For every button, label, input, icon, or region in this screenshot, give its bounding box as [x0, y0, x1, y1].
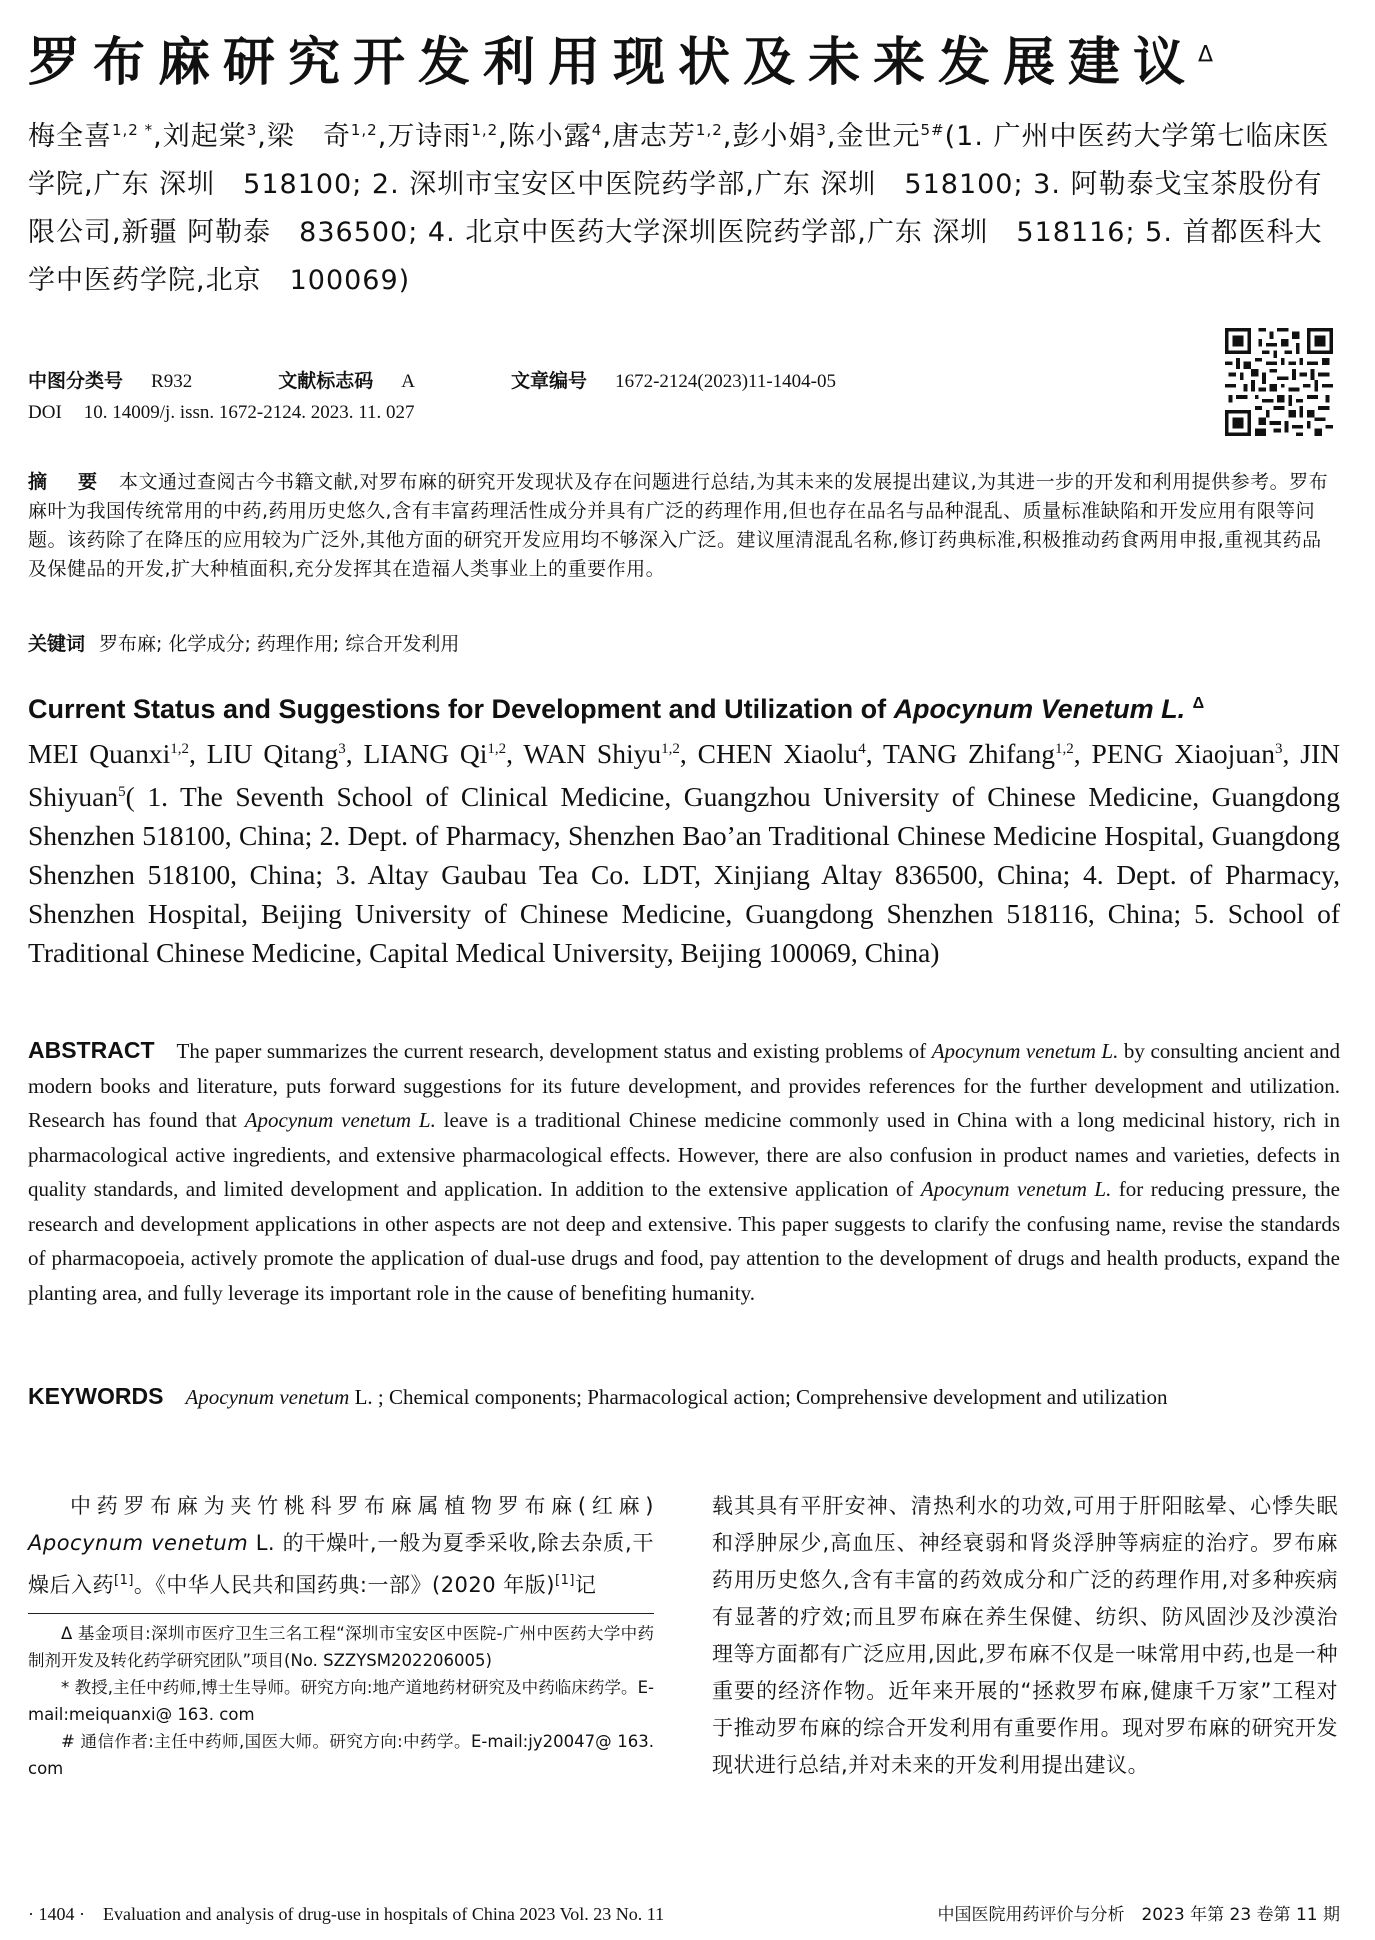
english-author: LIU Qitang$^3$: [206, 738, 346, 770]
english-author: JIN Shiyuan$^5$: [28, 738, 1340, 813]
classification-line: [28, 366, 836, 393]
english-author-affiliation-mark: 4: [858, 741, 866, 757]
chinese-author: 梁 奇$^{1,2}$: [266, 121, 378, 152]
english-title: [28, 694, 1204, 725]
funding-mark: Δ: [1198, 42, 1214, 68]
chinese-abstract-text: 本文通过查阅古今书籍文献,对罗布麻的研究开发现状及存在问题进行总结,为其未来的发展提出建议,为其进一步的开发和利用提供参考。罗布麻叶为我国传统常用的中药,药用历史悠久,含有丰富药理活性成分并具有广泛的药理作用,但也存在品名与品种混乱、质量标准缺陷和开发应用有限等问题。该药除了在降压的应用较为广泛外,其他方面的研究开发应用均不够深入广泛。建议厘清混乱名称,修订药典标准,积极推动药食两用申报,重视其药品及保健品的开发,扩大种植面积,充分发挥其在造福人类事业上的重要作用。: [28, 471, 1329, 580]
chinese-keywords-text: 罗布麻; 化学成分; 药理作用; 综合开发利用: [99, 633, 460, 655]
body-text-left-column: [28, 1488, 654, 1604]
body-segment: 记: [574, 1573, 597, 1597]
chinese-author-affiliation-mark: 1,2: [471, 121, 499, 139]
chinese-author-affiliation-mark: 1,2: [350, 121, 378, 139]
chinese-affiliations: (1. 广州中医药大学第七临床医学院,广东 深圳 518100; 2. 深圳市宝安区中医院药学部,广东 深圳 518100; 3. 阿勒泰戈宝茶股份有限公司,新疆 阿勒泰 836500; 4. 北京中医药大学深圳医院药学部,广东 深圳 518116; 5. 首都医科大学中医药学院,北京 100069): [28, 121, 1330, 296]
citation-mark: [1]: [114, 1573, 134, 1588]
clc-label: 中图分类号: [28, 370, 124, 392]
english-abstract-text: [28, 1039, 1340, 1305]
footnote-corresponding-author: # 通信作者:主任中药师,国医大师。研究方向:中药学。E-mail:jy20047@ 163. com: [28, 1732, 654, 1778]
abstract-segment: leave is a traditional Chinese medicine commonly used in China with a long medicinal history, rich in pharmacological active ingredients, and extensive pharmacological effects. However, there are also confusion in product names and varieties, defects in quality standards, and limited development and application. In addition to the extensive application of: [28, 1108, 1340, 1201]
chinese-author: 梅全喜$^{1,2 *}$: [28, 121, 154, 152]
english-abstract: [28, 1033, 1340, 1310]
footnote-first-author: * 教授,主任中药师,博士生导师。研究方向:地产道地药材研究及中药临床药学。E-mail:meiquanxi@ 163. com: [28, 1678, 654, 1724]
footnotes: [28, 1620, 654, 1782]
chinese-author: 万诗雨$^{1,2}$: [387, 121, 499, 152]
english-author: WAN Shiyu$^{1,2}$: [523, 738, 680, 770]
doi-line: [28, 402, 415, 424]
chinese-title: [28, 20, 1213, 95]
english-author-affiliation-mark: 1,2: [1055, 741, 1074, 757]
chinese-author-list: 梅全喜$^{1,2 *}$,刘起棠$^3$,梁 奇$^{1,2}$,万诗雨$^{1,2}$,陈小露$^4$,唐志芳$^{1,2}$,彭小娟$^3$,金世元$^{5\#}$: [28, 121, 945, 152]
chinese-author-affiliation-mark: 5#: [920, 121, 945, 139]
keywords-segment: L. ; Chemical components; Pharmacological action; Comprehensive development and utilization: [349, 1385, 1168, 1409]
english-author: LIANG Qi$^{1,2}$: [363, 738, 507, 770]
chinese-author-affiliation-mark: 1,2: [695, 121, 723, 139]
chinese-author-affiliation-mark: 3: [816, 121, 827, 139]
chinese-author-affiliation-mark: 4: [591, 121, 603, 139]
chinese-keywords: [28, 630, 1338, 659]
footnote-divider: [28, 1613, 654, 1614]
chinese-author-affiliation-mark: 3: [246, 121, 258, 139]
english-authors: [28, 730, 1340, 972]
chinese-keywords-label: 关键词: [28, 633, 86, 655]
english-author: PENG Xiaojuan$^3$: [1091, 738, 1283, 770]
species-name: Apocynum venetum L.: [931, 1039, 1119, 1063]
english-author: CHEN Xiaolu$^4$: [697, 738, 866, 770]
english-funding-mark: Δ: [1192, 695, 1205, 712]
english-author-affiliation-mark: 3: [1275, 741, 1283, 757]
chinese-abstract: [28, 468, 1338, 584]
qr-code-icon: [1225, 328, 1333, 436]
chinese-author: 陈小露$^4$: [507, 121, 603, 152]
body-segment: 中药罗布麻为夹竹桃科罗布麻属植物罗布麻(红麻): [70, 1494, 654, 1518]
footnote-funding: Δ 基金项目:深圳市医疗卫生三名工程“深圳市宝安区中医院-广州中医药大学中药制剂开发及转化药学研究团队”项目(No. SZZYSM202206005): [28, 1624, 654, 1670]
english-keywords: [28, 1379, 1340, 1415]
english-keywords-text: [185, 1385, 1167, 1409]
chinese-abstract-label: 摘 要: [28, 471, 104, 493]
english-abstract-label: ABSTRACT: [28, 1037, 155, 1063]
doi-label: DOI: [28, 402, 62, 423]
english-author: TANG Zhifang$^{1,2}$: [882, 738, 1074, 770]
species-name: Apocynum venetum L.: [920, 1177, 1112, 1201]
body-segment: L. 的干燥叶,一般为夏季采收,除去杂质,干燥后入药: [28, 1531, 654, 1597]
body-text-right-column: [712, 1488, 1338, 1784]
english-author: MEI Quanxi$^{1,2}$: [28, 738, 189, 770]
english-affiliations: ( 1. The Seventh School of Clinical Medicine, Guangzhou University of Chinese Medicine, Guangdong Shenzhen 518100, China; 2. Dept. of Pharmacy, Shenzhen Bao’an Traditional Chinese Medicine Hospital, Guangdong Shenzhen 518100, China; 3. Altay Gaubau Tea Co. LDT, Xinjiang Altay 836500, China; 4. Dept. of Pharmacy, Shenzhen Hospital, Beijing University of Chinese Medicine, Guangdong Shenzhen 518116, China; 5. School of Traditional Chinese Medicine, Capital Medical University, Beijing 100069, China): [28, 781, 1340, 969]
doccode-label: 文献标志码: [278, 370, 374, 392]
chinese-title-text: 罗布麻研究开发利用现状及未来发展建议: [28, 33, 1199, 93]
clc-value: R932: [151, 371, 193, 392]
chinese-author-affiliation-mark: 1,2 *: [112, 121, 154, 139]
chinese-author: 金世元$^{5\#}$: [836, 121, 945, 152]
english-title-text: Current Status and Suggestions for Development and Utilization of: [28, 694, 894, 724]
english-author-list: MEI Quanxi$^{1,2}$, LIU Qitang$^3$, LIANG Qi$^{1,2}$, WAN Shiyu$^{1,2}$, CHEN Xiaolu$^4$, TANG Zhifang$^{1,2}$, PENG Xiaojuan$^3$, JIN Shiyuan$^5$: [28, 738, 1340, 813]
doccode-value: A: [401, 371, 415, 392]
english-title-species: Apocynum Venetum L.: [893, 694, 1186, 724]
chinese-author: 唐志芳$^{1,2}$: [611, 121, 723, 152]
abstract-segment: for reducing pressure, the research and development applications in other aspects are not deep and extensive. This paper suggests to clarify the confusing name, revise the standards of pharmacopoeia, actively promote the application of dual-use drugs and food, pay attention to the development of drugs and health products, expand the planting area, and fully leverage its important role in the cause of benefiting humanity.: [28, 1177, 1340, 1305]
english-author-affiliation-mark: 1,2: [661, 741, 680, 757]
body-segment: 。《中华人民共和国药典:一部》(2020 年版): [133, 1573, 555, 1597]
english-author-affiliation-mark: 3: [338, 741, 346, 757]
english-author-affiliation-mark: 1,2: [170, 741, 189, 757]
english-keywords-label: KEYWORDS: [28, 1383, 164, 1409]
body-right-text: 载其具有平肝安神、清热利水的功效,可用于肝阳眩晕、心悸失眠和浮肿尿少,高血压、神经衰弱和肾炎浮肿等病症的治疗。罗布麻药用历史悠久,含有丰富的药效成分和广泛的药理作用,对多种疾病有显著的疗效;而且罗布麻在养生保健、纺织、防风固沙及沙漠治理等方面都有广泛应用,因此,罗布麻不仅是一味常用中药,也是一种重要的经济作物。近年来开展的“拯救罗布麻,健康千万家”工程对于推动罗布麻的综合开发利用有重要作用。现对罗布麻的研究开发现状进行总结,并对未来的开发利用提出建议。: [712, 1494, 1338, 1777]
english-author-affiliation-mark: 1,2: [487, 741, 507, 757]
abstract-segment: The paper summarizes the current research, development status and existing problems of: [176, 1039, 932, 1063]
chinese-author: 刘起棠$^3$: [162, 121, 258, 152]
footer-journal-chinese: 中国医院用药评价与分析 2023 年第 23 卷第 11 期: [937, 1905, 1340, 1925]
english-author-affiliation-mark: 5: [118, 784, 126, 801]
chinese-authors: [28, 106, 1338, 305]
doi-value: 10. 14009/j. issn. 1672-2124. 2023. 11. 027: [83, 402, 415, 423]
abstract-segment: by consulting ancient and modern books and literature, puts forward suggestions for its future development, and provides references for the further development and utilization. Research has found that: [28, 1039, 1340, 1132]
species-name: Apocynum venetum: [185, 1385, 350, 1409]
citation-mark: [1]: [555, 1573, 575, 1588]
article-number-label: 文章编号: [511, 370, 588, 392]
article-number-value: 1672-2124(2023)11-1404-05: [615, 371, 836, 392]
chinese-author: 彭小娟$^3$: [732, 121, 827, 152]
species-name: Apocynum venetum: [28, 1531, 249, 1555]
species-name: Apocynum venetum L.: [244, 1108, 436, 1132]
footer-journal-english: · 1404 · Evaluation and analysis of drug-use in hospitals of China 2023 Vol. 23 No. 11: [28, 1904, 665, 1924]
